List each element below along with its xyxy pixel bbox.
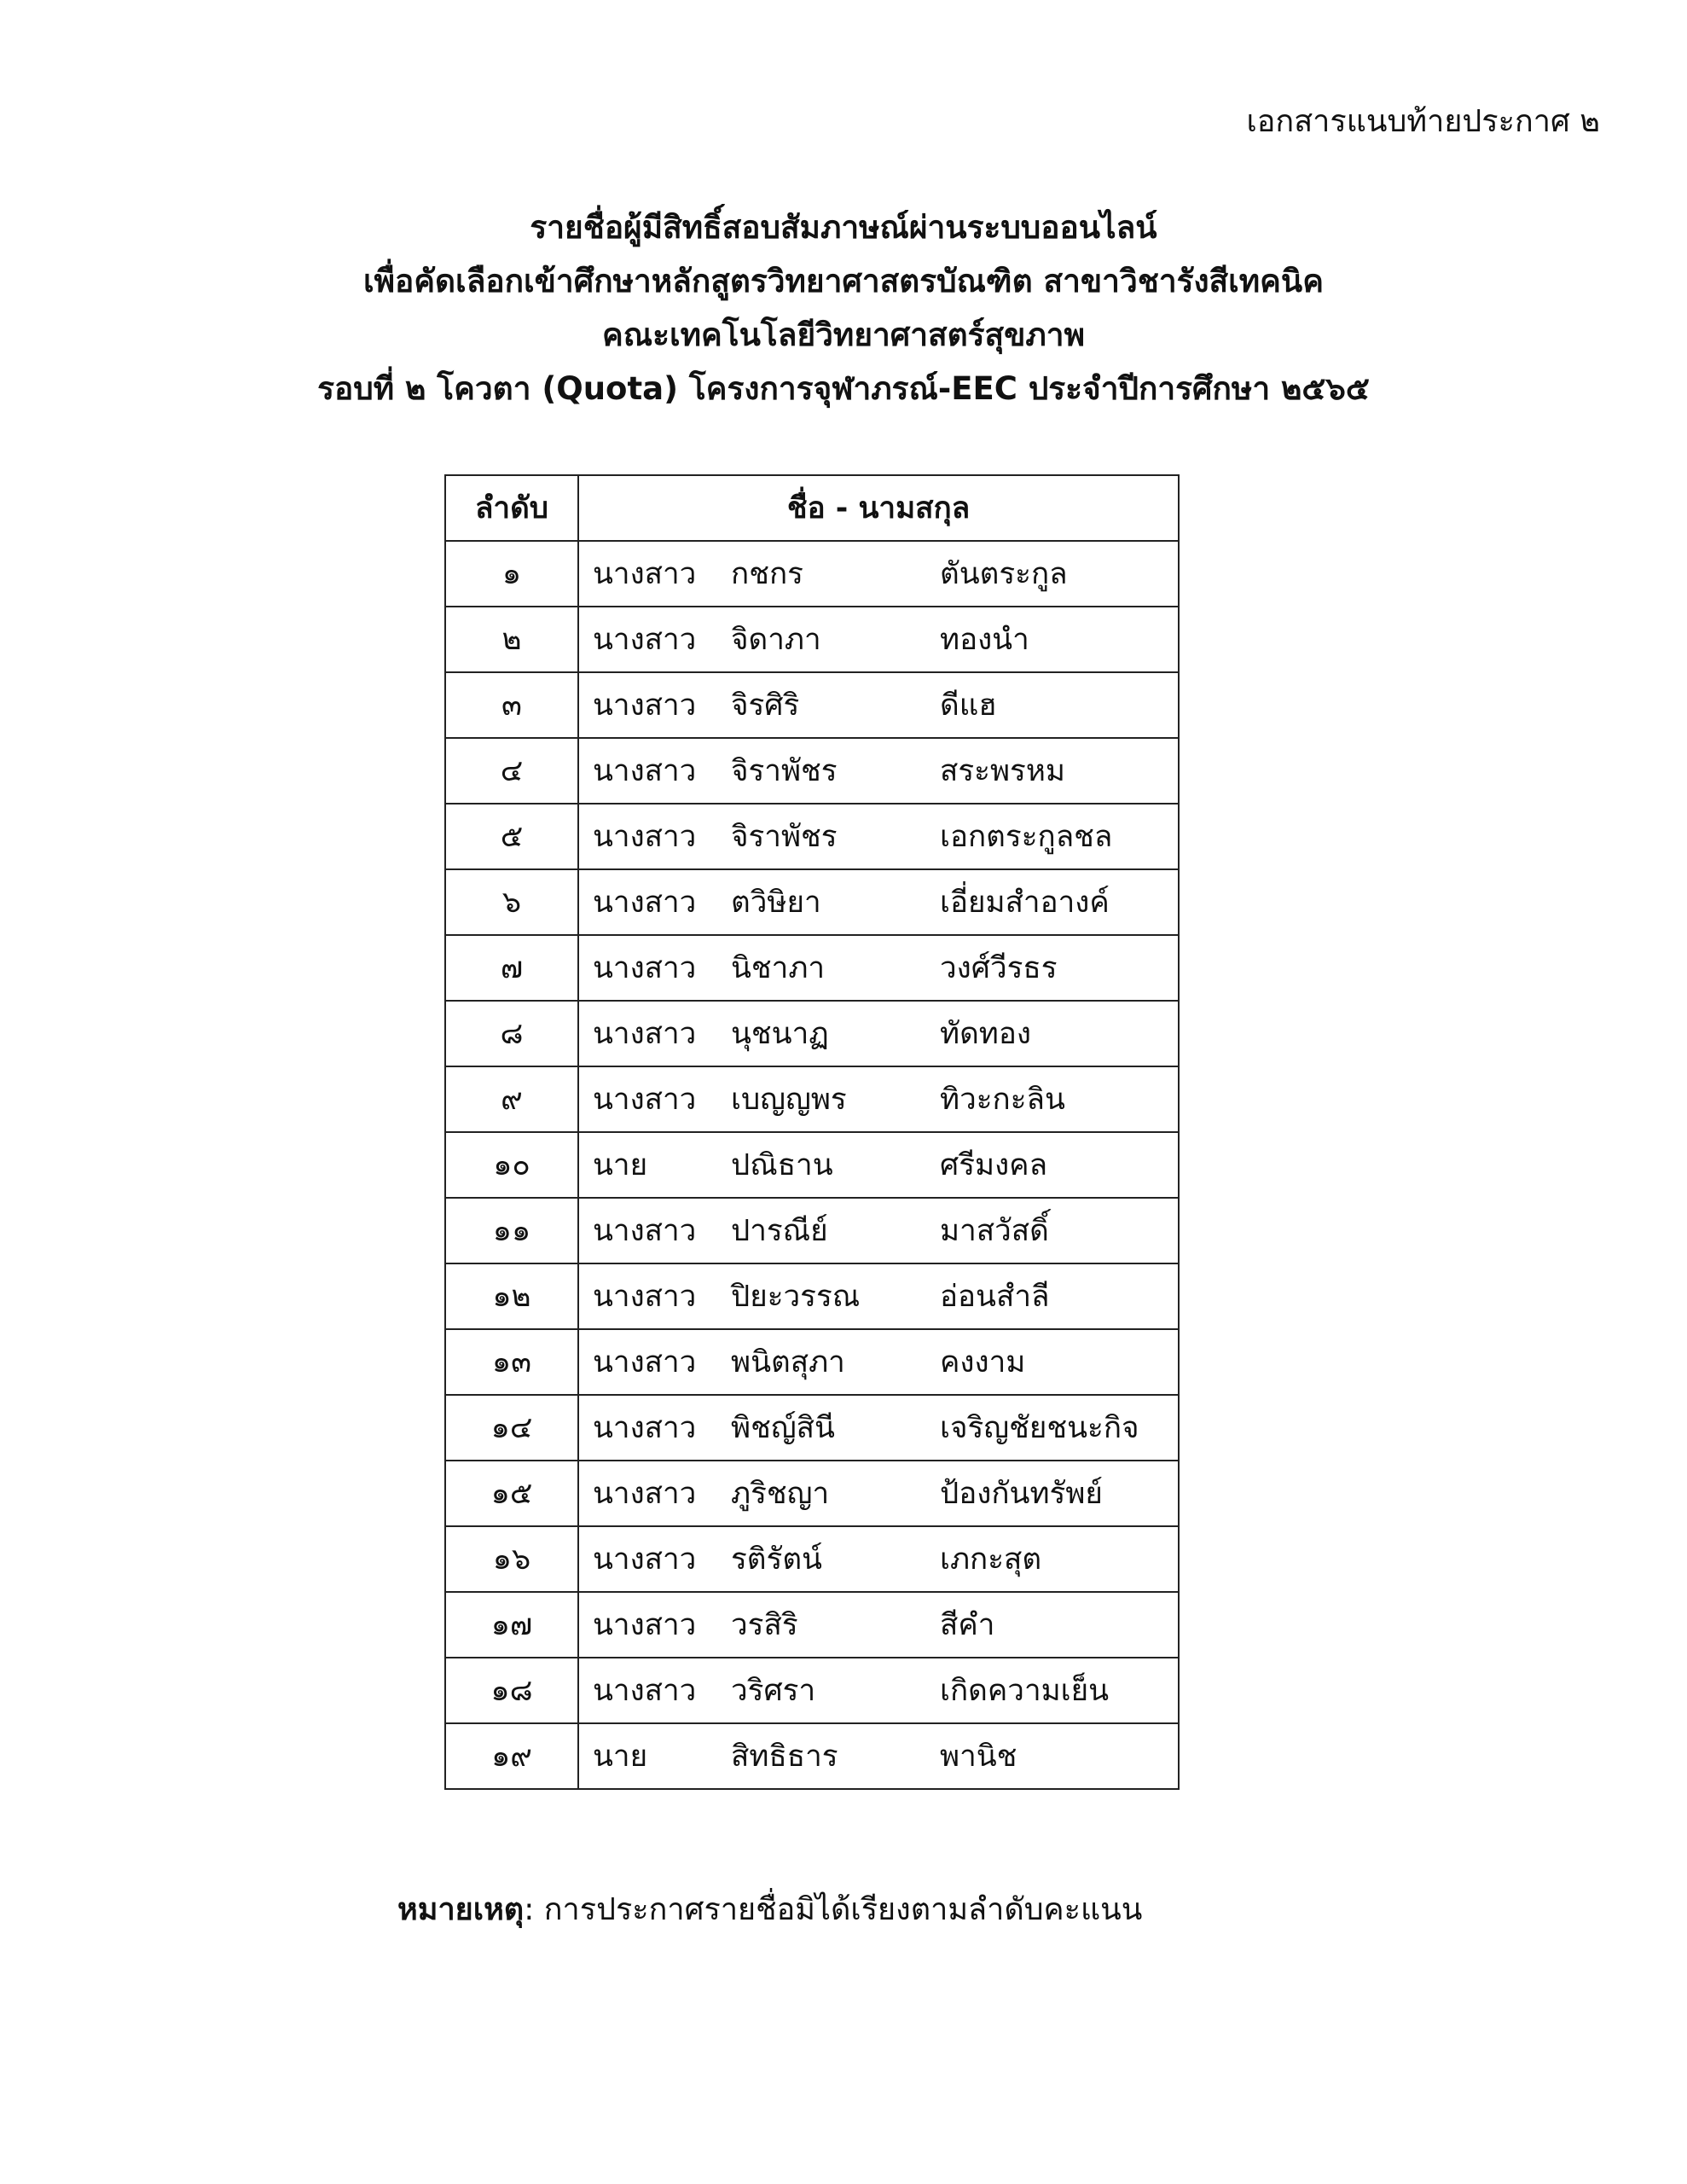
row-fullname-cell [578,1066,1179,1132]
row-order-number: ๔ [445,738,578,804]
first-name: พิชญ์สินี [731,1411,835,1445]
table-row [445,1658,1179,1723]
name-title: นาย [593,1148,648,1182]
last-name: ตันตระกูล [940,557,1068,591]
heading-line-4: รอบที่ ๒ โควตา (Quota) โครงการจุฬาภรณ์-EEC ประจำปีการศึกษา ๒๕๖๕ [317,370,1370,407]
row-order-number: ๑๒ [445,1263,578,1329]
first-name: สิทธิธาร [731,1740,838,1774]
table-row [445,1461,1179,1526]
row-fullname-cell [578,672,1179,738]
row-order-number: ๒ [445,607,578,672]
row-fullname-cell [578,1526,1179,1592]
first-name: นุชนาฏ [731,1017,829,1051]
name-title: นางสาว [593,1280,697,1314]
fullname [579,1658,1178,1722]
name-title: นางสาว [593,1608,697,1642]
last-name: เกิดความเย็น [940,1674,1110,1708]
first-name: ปิยะวรรณ [731,1280,861,1314]
name-title: นางสาว [593,1477,697,1511]
table-row [445,1526,1179,1592]
row-fullname-cell [578,1592,1179,1658]
fullname [579,1396,1178,1460]
last-name: ศรีมงคล [940,1148,1048,1182]
fullname [579,1264,1178,1328]
fullname [579,1002,1178,1066]
first-name: วรสิริ [731,1608,798,1642]
first-name: พนิตสุภา [731,1345,845,1380]
remark [397,1887,1142,1933]
table-row [445,1132,1179,1198]
last-name: สระพรหม [940,754,1065,788]
row-fullname-cell [578,1658,1179,1723]
name-title: นาย [593,1740,648,1774]
fullname [579,739,1178,803]
fullname [579,1199,1178,1263]
row-order-number: ๕ [445,804,578,869]
document-reference: เอกสารแนบท้ายประกาศ ๒ [1246,104,1600,139]
row-fullname-cell [578,1395,1179,1461]
first-name: จิราพัชร [731,754,838,788]
candidate-table-wrapper [444,474,1180,1790]
header-fullname: ชื่อ - นามสกุล [578,475,1179,541]
name-title: นางสาว [593,557,697,591]
fullname [579,1724,1178,1788]
candidate-table [444,474,1180,1790]
heading-line-2: เพื่อคัดเลือกเข้าศึกษาหลักสูตรวิทยาศาสตรบัณฑิต สาขาวิชารังสีเทคนิค [363,263,1324,299]
row-order-number: ๑๓ [445,1329,578,1395]
name-title: นางสาว [593,1345,697,1380]
table-body [445,541,1179,1789]
first-name: เบญญพร [731,1083,847,1117]
row-order-number: ๑๐ [445,1132,578,1198]
last-name: เจริญชัยชนะกิจ [940,1411,1139,1445]
table-row [445,1001,1179,1066]
row-fullname-cell [578,607,1179,672]
fullname [579,870,1178,934]
row-order-number: ๗ [445,935,578,1001]
row-fullname-cell [578,738,1179,804]
row-fullname-cell [578,804,1179,869]
row-order-number: ๑๙ [445,1723,578,1789]
table-row [445,1198,1179,1263]
row-order-number: ๑๕ [445,1461,578,1526]
first-name: ปณิธาน [731,1148,833,1182]
name-title: นางสาว [593,1017,697,1051]
fullname [579,1593,1178,1657]
name-title: นางสาว [593,623,697,657]
name-title: นางสาว [593,754,697,788]
last-name: ทัดทอง [940,1017,1031,1051]
table-row [445,935,1179,1001]
fullname [579,542,1178,606]
first-name: จิราพัชร [731,820,838,854]
table-row [445,869,1179,935]
last-name: พานิช [940,1740,1017,1774]
row-fullname-cell [578,1461,1179,1526]
heading-line-1: รายชื่อผู้มีสิทธิ์สอบสัมภาษณ์ผ่านระบบออนไลน์ [530,209,1157,246]
last-name: เอกตระกูลชล [940,820,1113,854]
last-name: เอี่ยมสำอางค์ [940,886,1110,920]
last-name: ป้องกันทรัพย์ [940,1477,1103,1511]
document-heading [0,200,1687,415]
name-title: นางสาว [593,1214,697,1248]
last-name: ทองนำ [940,623,1029,657]
table-row [445,1395,1179,1461]
table-row [445,1592,1179,1658]
row-order-number: ๙ [445,1066,578,1132]
first-name: กชกร [731,557,803,591]
last-name: ดีแฮ [940,688,997,723]
first-name: นิชาภา [731,951,826,985]
fullname [579,607,1178,671]
row-fullname-cell [578,1329,1179,1395]
table-row [445,672,1179,738]
fullname [579,1527,1178,1591]
remark-text: : การประกาศรายชื่อมิได้เรียงตามลำดับคะแนน [524,1892,1143,1927]
fullname [579,804,1178,868]
last-name: อ่อนสำลี [940,1280,1050,1314]
name-title: นางสาว [593,1542,697,1577]
row-order-number: ๑๖ [445,1526,578,1592]
table-row [445,1329,1179,1395]
fullname [579,1067,1178,1131]
last-name: คงงาม [940,1345,1026,1380]
table-row [445,738,1179,804]
fullname [579,1330,1178,1394]
heading-line-3: คณะเทคโนโลยีวิทยาศาสตร์สุขภาพ [602,317,1085,353]
header-order: ลำดับ [445,475,578,541]
first-name: จิรศิริ [731,688,800,723]
table-header-row [445,475,1179,541]
first-name: ตวิษิยา [731,886,821,920]
table-row [445,1263,1179,1329]
row-fullname-cell [578,541,1179,607]
last-name: เภกะสุต [940,1542,1042,1577]
last-name: วงศ์วีรธร [940,951,1058,985]
first-name: ภูริชญา [731,1477,830,1511]
name-title: นางสาว [593,1411,697,1445]
row-order-number: ๑๑ [445,1198,578,1263]
row-order-number: ๑ [445,541,578,607]
row-fullname-cell [578,1263,1179,1329]
name-title: นางสาว [593,820,697,854]
row-fullname-cell [578,1001,1179,1066]
table-row [445,607,1179,672]
last-name: ทิวะกะลิน [940,1083,1065,1117]
name-title: นางสาว [593,1674,697,1708]
table-row [445,541,1179,607]
row-fullname-cell [578,869,1179,935]
row-fullname-cell [578,935,1179,1001]
row-order-number: ๘ [445,1001,578,1066]
table-row [445,804,1179,869]
row-order-number: ๑๗ [445,1592,578,1658]
first-name: จิดาภา [731,623,821,657]
first-name: ปารณีย์ [731,1214,828,1248]
row-fullname-cell [578,1723,1179,1789]
fullname [579,673,1178,737]
row-fullname-cell [578,1198,1179,1263]
last-name: มาสวัสดิ์ [940,1214,1049,1248]
row-order-number: ๑๘ [445,1658,578,1723]
name-title: นางสาว [593,951,697,985]
remark-label: หมายเหตุ [397,1892,525,1927]
fullname [579,936,1178,1000]
table-row [445,1066,1179,1132]
row-order-number: ๖ [445,869,578,935]
name-title: นางสาว [593,1083,697,1117]
name-title: นางสาว [593,688,697,723]
last-name: สีคำ [940,1608,995,1642]
fullname [579,1133,1178,1197]
row-fullname-cell [578,1132,1179,1198]
fullname [579,1461,1178,1525]
row-order-number: ๓ [445,672,578,738]
table-row [445,1723,1179,1789]
name-title: นางสาว [593,886,697,920]
first-name: รติรัตน์ [731,1542,822,1577]
row-order-number: ๑๔ [445,1395,578,1461]
first-name: วริศรา [731,1674,816,1708]
